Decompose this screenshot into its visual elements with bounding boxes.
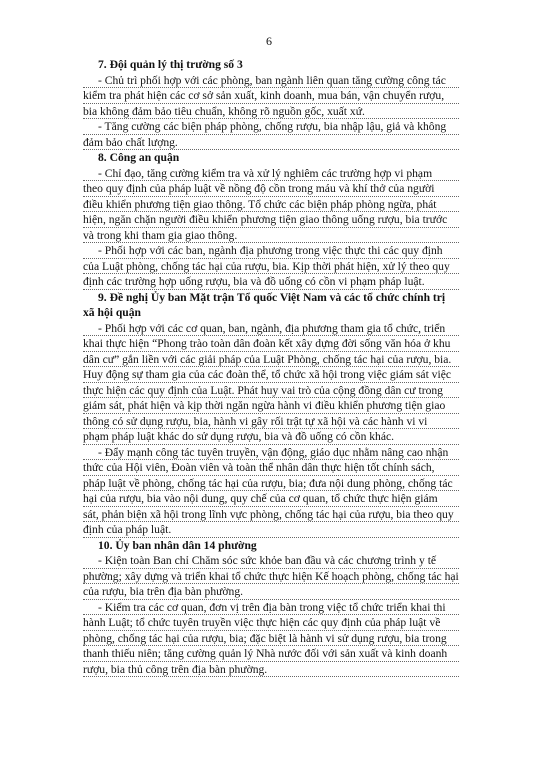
text-line: của rượu, bia trên địa bàn phường. (83, 584, 459, 600)
text-line: điều khiển phương tiện giao thông. Tổ chức các biện pháp phòng ngừa, phát (83, 197, 459, 213)
text-line: thức của Hội viên, Đoàn viên và toàn thể nhân dân thực hiện tốt chính sách, (83, 460, 459, 476)
text-line: phạm pháp luật khác do sử dụng rượu, bia và đồ uống có cồn khác. (83, 429, 459, 445)
text-line: Huy động sự tham gia của các đoàn thể, tổ chức xã hội trong việc giám sát việc (83, 367, 459, 383)
document-body (83, 57, 459, 677)
text-line: - Kiểm tra các cơ quan, đơn vị trên địa bàn trong việc tổ chức triển khai thi (83, 600, 459, 616)
text-line: thanh thiếu niên; tăng cường quản lý Nhà nước đối với sản xuất và kinh doanh (83, 646, 459, 662)
section-heading: 8. Công an quận (98, 151, 180, 164)
text-line: đảm bảo chất lượng. (83, 135, 459, 151)
text-line: - Tăng cường các biện pháp phòng, chống rượu, bia nhập lậu, giả và không (83, 119, 459, 135)
text-line: - Phối hợp với các cơ quan, ban, ngành, địa phương tham gia tổ chức, triển (83, 321, 459, 337)
text-line: dân cư” gắn liền với các giải pháp của Luật Phòng, chống tác hại của rượu, bia. (83, 352, 459, 368)
text-line: định các trường hợp uống rượu, bia và đồ uống có cồn vi phạm pháp luật. (83, 274, 459, 290)
text-line: giám sát, phát hiện và kịp thời ngăn ngừa hành vi điều khiển phương tiện giao (83, 398, 459, 414)
page-number: 6 (266, 34, 272, 48)
section-heading: xã hội quận (83, 306, 141, 319)
text-line: của Luật phòng, chống tác hại của rượu, bia. Kịp thời phát hiện, xử lý theo quy (83, 259, 459, 275)
text-line: khai thực hiện “Phong trào toàn dân đoàn kết xây dựng đời sống văn hóa ở khu (83, 336, 459, 352)
text-line: rượu, bia thủ công trên địa bàn phường. (83, 662, 459, 678)
text-line: pháp luật về phòng, chống tác hại của rượu, bia; đưa nội dung phòng, chống tác (83, 476, 459, 492)
text-line: - Chủ trì phối hợp với các phòng, ban ngành liên quan tăng cường công tác (83, 73, 459, 89)
text-line: - Kiện toàn Ban chỉ Chăm sóc sức khỏe ban đầu và các chương trình y tế (83, 553, 459, 569)
text-line: phường; xây dựng và triển khai tổ chức thực hiện Kế hoạch phòng, chống tác hại (83, 569, 459, 583)
text-line: thực hiện các quy định của Luật. Phát huy vai trò của cộng đồng dân cư trong (83, 383, 459, 399)
text-line: bia không đảm bảo tiêu chuẩn, không rõ nguồn gốc, xuất xứ. (83, 104, 459, 120)
text-line: kiểm tra phát hiện các cơ sở sản xuất, kinh doanh, mua bán, vận chuyển rượu, (83, 88, 459, 104)
text-line: phòng, chống tác hại của rượu, bia; đặc biệt là hành vi sử dụng rượu, bia trong (83, 631, 459, 647)
text-line: sát, phản biện xã hội trong lĩnh vực phòng, chống tác hại của rượu, bia theo quy (83, 507, 459, 523)
text-line: hại của rượu, bia vào nội dung, quy chế của cơ quan, tổ chức thực hiện giám (83, 491, 459, 507)
text-line: thông có sử dụng rượu, bia, hành vi gây rối trật tự xã hội và các hành vi vi (83, 414, 459, 430)
section-heading: 7. Đội quản lý thị trường số 3 (98, 58, 243, 71)
text-line: - Đẩy mạnh công tác tuyên truyền, vận động, giáo dục nhằm nâng cao nhận (83, 445, 459, 461)
text-line: - Phối hợp với các ban, ngành địa phương trong việc thực thi các quy định (83, 243, 459, 259)
text-line: hiện, ngăn chặn người điều khiển phương tiện giao thông uống rượu, bia trước (83, 212, 459, 228)
text-line: hành Luật; tổ chức tuyên truyền việc thực hiện các quy định của pháp luật về (83, 615, 459, 631)
section-heading: 10. Ủy ban nhân dân 14 phường (98, 538, 257, 552)
text-line: theo quy định của pháp luật về nồng độ cồn trong máu và khí thở của người (83, 181, 459, 197)
section-heading: 9. Đề nghị Ủy ban Mặt trận Tổ quốc Việt Nam và các tổ chức chính trị (98, 290, 446, 304)
text-line: - Chỉ đạo, tăng cường kiểm tra và xử lý nghiêm các trường hợp vi phạm (83, 166, 459, 182)
text-line: định của pháp luật. (83, 522, 459, 538)
text-line: và trong khi tham gia giao thông. (83, 228, 459, 244)
